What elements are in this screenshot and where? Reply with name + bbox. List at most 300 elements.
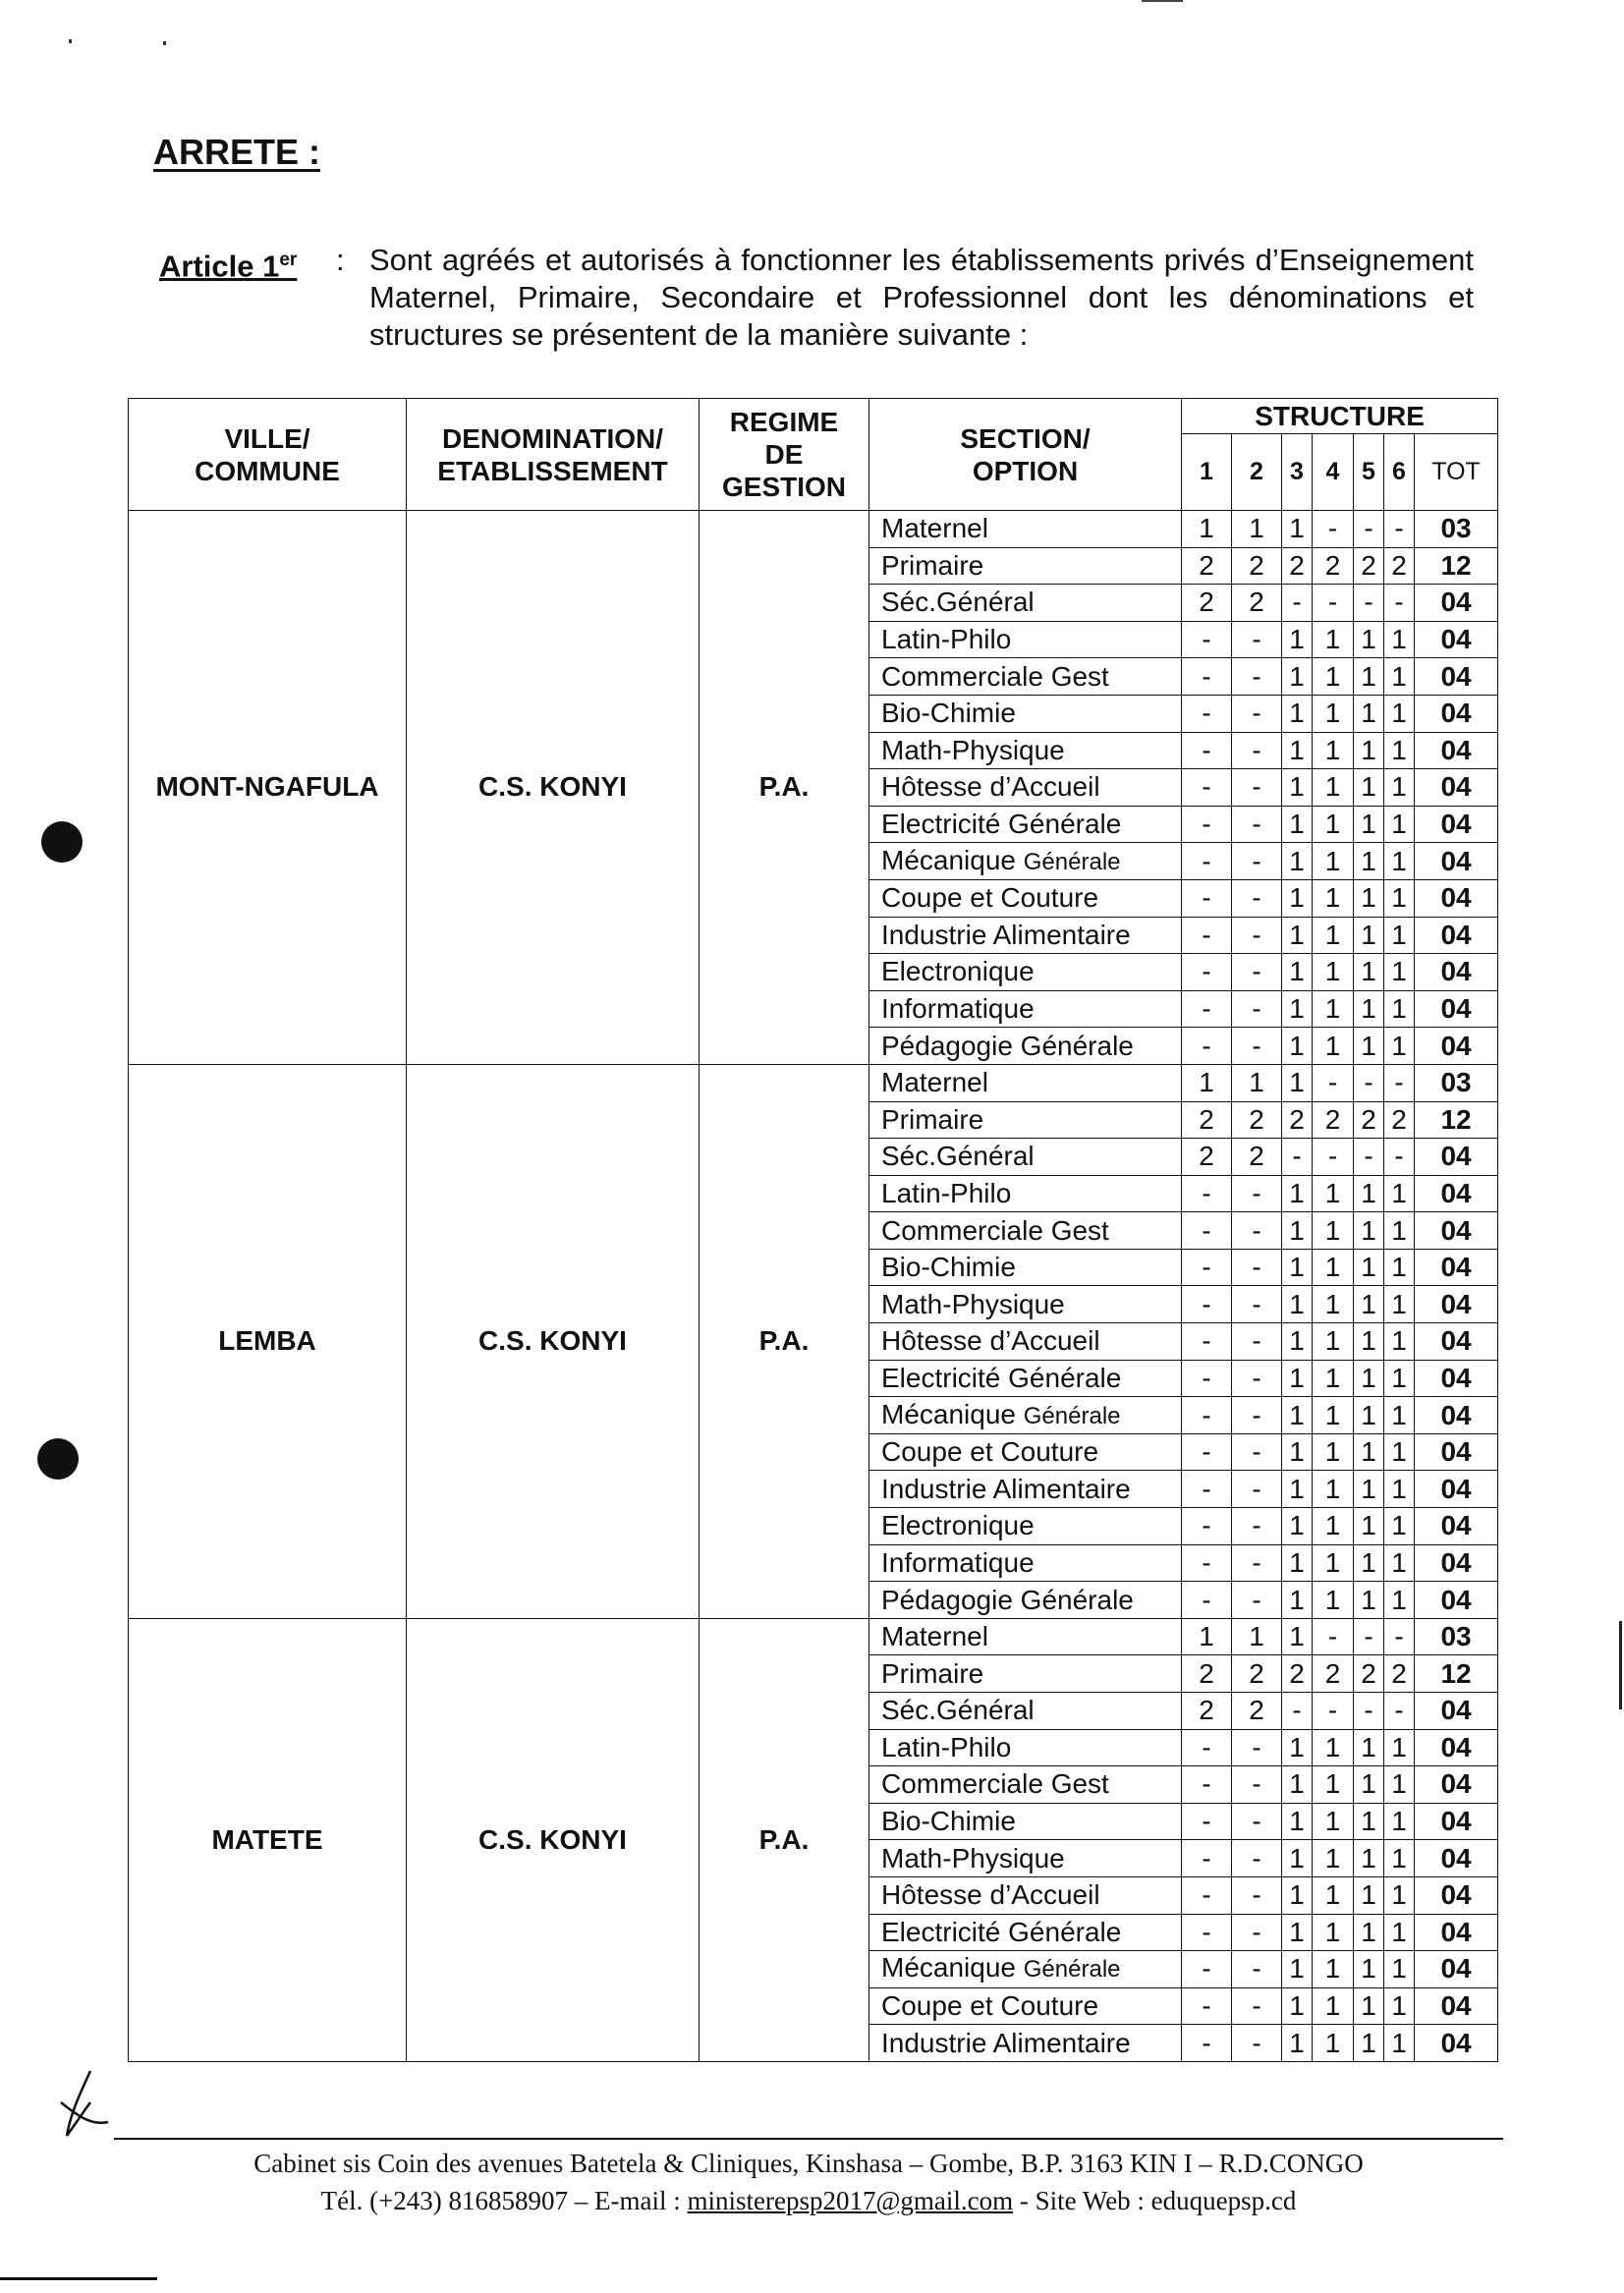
year-3-cell: 1 [1282, 1397, 1313, 1434]
section-cell [869, 658, 1182, 696]
year-3-cell: 1 [1282, 879, 1313, 917]
section-cell [869, 1951, 1182, 1988]
section-name: Maternel [881, 1067, 988, 1098]
year-4-cell: - [1313, 1139, 1354, 1176]
year-1-cell: - [1182, 1360, 1232, 1397]
year-1-cell: - [1182, 1028, 1232, 1065]
total-cell: 03 [1415, 1618, 1498, 1655]
section-cell [869, 1508, 1182, 1545]
year-3-cell: 1 [1282, 1544, 1313, 1582]
year-3-cell: 2 [1282, 1101, 1313, 1139]
year-3-cell: 1 [1282, 1914, 1313, 1951]
year-6-cell: 1 [1384, 1987, 1415, 2025]
scan-mark-top [1142, 0, 1183, 2]
regime-cell: P.A. [700, 511, 869, 1065]
year-2-cell: - [1232, 1803, 1282, 1840]
year-5-cell: 1 [1354, 1951, 1384, 1988]
year-3-cell: 1 [1282, 1803, 1313, 1840]
year-2-cell: - [1232, 990, 1282, 1028]
section-name: Industrie Alimentaire [881, 1473, 1131, 1504]
year-2-cell: - [1232, 732, 1282, 769]
section-name: Maternel [881, 513, 988, 544]
year-2-cell: - [1232, 917, 1282, 954]
section-cell [869, 1101, 1182, 1139]
year-6-cell: 1 [1384, 1914, 1415, 1951]
year-1-cell: - [1182, 990, 1232, 1028]
year-2-cell: - [1232, 1544, 1282, 1582]
year-4-cell: 1 [1313, 2025, 1354, 2062]
year-4-cell: 1 [1313, 1803, 1354, 1840]
section-cell [869, 1286, 1182, 1323]
year-1-cell: - [1182, 917, 1232, 954]
year-6-cell: - [1384, 1139, 1415, 1176]
year-4-cell: - [1313, 585, 1354, 622]
year-1-cell: - [1182, 1397, 1232, 1434]
year-2-cell: 1 [1232, 1618, 1282, 1655]
year-1-cell: - [1182, 2025, 1232, 2062]
year-6-cell: - [1384, 1064, 1415, 1101]
year-6-cell: 1 [1384, 2025, 1415, 2062]
section-name: Coupe et Couture [881, 1990, 1099, 2022]
year-4-cell: 1 [1313, 1212, 1354, 1250]
year-5-cell: - [1354, 1064, 1384, 1101]
year-3-cell: 1 [1282, 1951, 1313, 1988]
year-2-cell: 1 [1232, 1064, 1282, 1101]
section-cell [869, 1655, 1182, 1693]
footer-site: - Site Web : eduquepsp.cd [1013, 2186, 1297, 2215]
year-1-cell: 2 [1182, 1693, 1232, 1730]
year-1-cell: - [1182, 695, 1232, 732]
year-4-cell: 1 [1313, 1397, 1354, 1434]
section-cell [869, 1729, 1182, 1766]
year-6-cell: - [1384, 511, 1415, 548]
year-1-cell: - [1182, 1508, 1232, 1545]
year-2-cell: - [1232, 769, 1282, 807]
year-2-cell: - [1232, 1729, 1282, 1766]
year-6-cell: 1 [1384, 879, 1415, 917]
year-2-cell: - [1232, 1028, 1282, 1065]
footer [114, 2145, 1503, 2219]
year-1-cell: - [1182, 1249, 1232, 1286]
section-cell [869, 621, 1182, 658]
year-2-cell: 2 [1232, 547, 1282, 585]
year-6-cell: 1 [1384, 843, 1415, 880]
total-cell: 12 [1415, 547, 1498, 585]
section-cell [869, 1323, 1182, 1361]
year-3-cell: 1 [1282, 1987, 1313, 2025]
year-4-cell: 1 [1313, 1544, 1354, 1582]
total-cell: 04 [1415, 1397, 1498, 1434]
section-cell [869, 1360, 1182, 1397]
year-5-cell: 1 [1354, 1433, 1384, 1471]
section-name: Mécanique [881, 1952, 1016, 1984]
year-3-cell: 1 [1282, 1175, 1313, 1212]
table-body [129, 511, 1498, 2062]
year-5-cell: 1 [1354, 1582, 1384, 1619]
year-1-cell: - [1182, 1987, 1232, 2025]
total-cell: 04 [1415, 1471, 1498, 1508]
total-cell: 04 [1415, 1729, 1498, 1766]
year-3-cell: 1 [1282, 695, 1313, 732]
section-cell [869, 695, 1182, 732]
header-ville: VILLE/ COMMUNE [129, 399, 407, 511]
table-row [129, 1618, 1498, 1655]
year-2-cell: - [1232, 879, 1282, 917]
section-cell [869, 1766, 1182, 1804]
year-6-cell: 1 [1384, 1433, 1415, 1471]
year-5-cell: 1 [1354, 1914, 1384, 1951]
year-4-cell: - [1313, 1064, 1354, 1101]
year-6-cell: 1 [1384, 917, 1415, 954]
year-3-cell: 1 [1282, 1471, 1313, 1508]
year-6-cell: 1 [1384, 1471, 1415, 1508]
article-text: Sont agréés et autorisés à fonctionner les établissements privés d’Enseignement Maternel, Primaire, Secondaire et Professionnel dont les dénominations et structures se présentent de la manière suivante : [369, 243, 1474, 352]
year-1-cell: 1 [1182, 1064, 1232, 1101]
year-5-cell: 2 [1354, 1101, 1384, 1139]
document-heading: ARRETE : [153, 132, 320, 172]
year-2-cell: - [1232, 954, 1282, 991]
table-row [129, 511, 1498, 548]
year-2-cell: - [1232, 1766, 1282, 1804]
year-2-cell: - [1232, 1212, 1282, 1250]
section-name: Bio-Chimie [881, 698, 1016, 729]
total-cell: 04 [1415, 1766, 1498, 1804]
section-cell [869, 1028, 1182, 1065]
section-cell [869, 1433, 1182, 1471]
year-3-cell: 1 [1282, 732, 1313, 769]
total-cell: 04 [1415, 1323, 1498, 1361]
section-cell [869, 879, 1182, 917]
year-5-cell: - [1354, 1618, 1384, 1655]
total-cell: 04 [1415, 1175, 1498, 1212]
year-2-cell: 2 [1232, 1101, 1282, 1139]
year-6-cell: 1 [1384, 1360, 1415, 1397]
punch-hole [37, 1438, 79, 1480]
year-6-cell: 1 [1384, 1840, 1415, 1877]
year-6-cell: 1 [1384, 1766, 1415, 1804]
year-2-cell: - [1232, 1951, 1282, 1988]
year-3-cell: 1 [1282, 1840, 1313, 1877]
year-1-cell: - [1182, 1840, 1232, 1877]
footer-rule [114, 2138, 1503, 2140]
total-cell: 04 [1415, 917, 1498, 954]
year-5-cell: - [1354, 585, 1384, 622]
section-name-qualifier: Générale [1023, 1956, 1121, 1984]
establishments-table [128, 398, 1498, 2062]
year-4-cell: 1 [1313, 769, 1354, 807]
section-cell [869, 1840, 1182, 1877]
year-2-cell: 2 [1232, 1655, 1282, 1693]
section-name: Coupe et Couture [881, 1436, 1099, 1468]
section-name: Industrie Alimentaire [881, 2027, 1131, 2058]
year-2-cell: - [1232, 658, 1282, 696]
year-3-cell: 1 [1282, 954, 1313, 991]
section-name: Electronique [881, 1510, 1035, 1541]
section-name: Primaire [881, 1103, 984, 1135]
header-denomination: DENOMINATION/ ETABLISSEMENT [407, 399, 700, 511]
footer-tel: Tél. (+243) 816858907 – E-mail : [320, 2186, 688, 2215]
total-cell: 04 [1415, 732, 1498, 769]
year-1-cell: - [1182, 769, 1232, 807]
year-4-cell: 1 [1313, 1433, 1354, 1471]
year-5-cell: 1 [1354, 1803, 1384, 1840]
total-cell: 04 [1415, 806, 1498, 843]
year-2-cell: 2 [1232, 1139, 1282, 1176]
year-1-cell: - [1182, 1544, 1232, 1582]
year-4-cell: 1 [1313, 1471, 1354, 1508]
year-3-cell: 1 [1282, 990, 1313, 1028]
year-5-cell: - [1354, 1139, 1384, 1176]
year-2-cell: - [1232, 1840, 1282, 1877]
section-cell [869, 1693, 1182, 1730]
year-1-cell: - [1182, 1471, 1232, 1508]
section-name: Primaire [881, 1657, 984, 1689]
section-name: Pédagogie Générale [881, 1584, 1134, 1615]
regime-cell: P.A. [700, 1618, 869, 2061]
total-cell: 04 [1415, 1582, 1498, 1619]
year-4-cell: 2 [1313, 1101, 1354, 1139]
year-4-cell: - [1313, 511, 1354, 548]
year-5-cell: 1 [1354, 1397, 1384, 1434]
section-cell [869, 1544, 1182, 1582]
total-cell: 04 [1415, 1951, 1498, 1988]
year-4-cell: 1 [1313, 806, 1354, 843]
year-6-cell: 1 [1384, 1876, 1415, 1914]
year-5-cell: 1 [1354, 1360, 1384, 1397]
year-6-cell: 1 [1384, 695, 1415, 732]
scan-edge-mark [1619, 1621, 1622, 1709]
year-5-cell: 1 [1354, 917, 1384, 954]
year-6-cell: 1 [1384, 954, 1415, 991]
year-3-cell: 1 [1282, 1360, 1313, 1397]
year-3-cell: 1 [1282, 2025, 1313, 2062]
year-1-cell: - [1182, 658, 1232, 696]
year-4-cell: 1 [1313, 1582, 1354, 1619]
section-name: Hôtesse d’Accueil [881, 1879, 1100, 1911]
etablissement-cell: C.S. KONYI [407, 1618, 700, 2061]
total-cell: 04 [1415, 1249, 1498, 1286]
year-5-cell: 1 [1354, 695, 1384, 732]
year-1-cell: - [1182, 1286, 1232, 1323]
year-6-cell: 1 [1384, 1397, 1415, 1434]
year-1-cell: - [1182, 1433, 1232, 1471]
section-name: Electricité Générale [881, 809, 1122, 840]
year-5-cell: 1 [1354, 1249, 1384, 1286]
section-cell [869, 511, 1182, 548]
year-6-cell: 1 [1384, 1544, 1415, 1582]
year-2-cell: 2 [1232, 585, 1282, 622]
year-5-cell: 1 [1354, 1471, 1384, 1508]
year-6-cell: 1 [1384, 1323, 1415, 1361]
year-2-cell: - [1232, 695, 1282, 732]
total-cell: 12 [1415, 1101, 1498, 1139]
section-cell [869, 1914, 1182, 1951]
year-4-cell: 1 [1313, 1249, 1354, 1286]
year-4-cell: 1 [1313, 1951, 1354, 1988]
commune-cell: LEMBA [129, 1064, 407, 1618]
total-cell: 04 [1415, 695, 1498, 732]
year-3-cell: 1 [1282, 1286, 1313, 1323]
punch-hole [41, 821, 83, 863]
year-2-cell: - [1232, 1249, 1282, 1286]
year-2-cell: - [1232, 1323, 1282, 1361]
section-name: Maternel [881, 1621, 988, 1652]
year-2-cell: - [1232, 1508, 1282, 1545]
section-name: Pédagogie Générale [881, 1030, 1134, 1061]
year-4-cell: 1 [1313, 1360, 1354, 1397]
year-5-cell: 1 [1354, 1286, 1384, 1323]
section-name: Primaire [881, 549, 984, 581]
year-5-cell: 2 [1354, 547, 1384, 585]
year-5-cell: 1 [1354, 1544, 1384, 1582]
year-3-cell: 1 [1282, 917, 1313, 954]
section-cell [869, 1471, 1182, 1508]
year-5-cell: 1 [1354, 769, 1384, 807]
year-2-cell: 2 [1232, 1693, 1282, 1730]
year-2-cell: - [1232, 806, 1282, 843]
year-5-cell: 1 [1354, 1987, 1384, 2025]
section-name: Math-Physique [881, 1288, 1065, 1319]
year-4-cell: 1 [1313, 1987, 1354, 2025]
year-3-cell: 1 [1282, 1433, 1313, 1471]
section-name: Bio-Chimie [881, 1252, 1016, 1283]
section-cell [869, 843, 1182, 880]
signature-initial [51, 2063, 120, 2142]
section-cell [869, 732, 1182, 769]
year-5-cell: - [1354, 511, 1384, 548]
year-5-cell: 1 [1354, 806, 1384, 843]
etablissement-cell: C.S. KONYI [407, 511, 700, 1065]
section-name: Hôtesse d’Accueil [881, 771, 1100, 803]
year-1-cell: - [1182, 1914, 1232, 1951]
year-6-cell: - [1384, 585, 1415, 622]
year-4-cell: 1 [1313, 621, 1354, 658]
section-cell [869, 585, 1182, 622]
section-name: Latin-Philo [881, 1177, 1012, 1208]
year-5-cell: 1 [1354, 843, 1384, 880]
year-3-cell: 1 [1282, 621, 1313, 658]
header-year-3: 3 [1282, 434, 1313, 511]
year-5-cell: 1 [1354, 621, 1384, 658]
year-6-cell: 2 [1384, 1101, 1415, 1139]
section-name: Séc.Général [881, 1695, 1035, 1726]
section-name: Electricité Générale [881, 1362, 1122, 1393]
year-3-cell: 1 [1282, 1582, 1313, 1619]
header-year-1: 1 [1182, 434, 1232, 511]
etablissement-cell: C.S. KONYI [407, 1064, 700, 1618]
year-2-cell: - [1232, 621, 1282, 658]
year-6-cell: 1 [1384, 1028, 1415, 1065]
year-3-cell: - [1282, 585, 1313, 622]
header-structure: STRUCTURE [1182, 399, 1498, 434]
year-2-cell: - [1232, 1397, 1282, 1434]
year-3-cell: 1 [1282, 1212, 1313, 1250]
scan-bottom-rule [0, 2277, 157, 2280]
section-name-qualifier: Générale [1023, 1402, 1121, 1429]
year-2-cell: - [1232, 1914, 1282, 1951]
year-2-cell: - [1232, 1471, 1282, 1508]
footer-email-link[interactable]: ministerepsp2017@gmail.com [687, 2186, 1014, 2215]
year-6-cell: 1 [1384, 1582, 1415, 1619]
year-4-cell: 1 [1313, 695, 1354, 732]
year-1-cell: - [1182, 1766, 1232, 1804]
year-5-cell: 1 [1354, 1028, 1384, 1065]
section-cell [869, 1249, 1182, 1286]
section-cell [869, 1064, 1182, 1101]
year-6-cell: 1 [1384, 621, 1415, 658]
section-name: Math-Physique [881, 734, 1065, 765]
year-6-cell: 1 [1384, 1249, 1415, 1286]
section-name-qualifier: Générale [1023, 848, 1121, 875]
year-5-cell: 1 [1354, 1876, 1384, 1914]
article-label-sup: er [279, 250, 298, 270]
total-cell: 04 [1415, 1876, 1498, 1914]
year-4-cell: 2 [1313, 1655, 1354, 1693]
year-1-cell: - [1182, 1323, 1232, 1361]
year-1-cell: - [1182, 1212, 1232, 1250]
year-3-cell: 1 [1282, 1729, 1313, 1766]
year-5-cell: 1 [1354, 732, 1384, 769]
year-2-cell: - [1232, 1582, 1282, 1619]
section-name: Commerciale Gest [881, 1768, 1109, 1800]
header-regime: REGIME DE GESTION [700, 399, 869, 511]
total-cell: 04 [1415, 769, 1498, 807]
year-1-cell: 2 [1182, 1101, 1232, 1139]
total-cell: 04 [1415, 1028, 1498, 1065]
header-year-5: 5 [1354, 434, 1384, 511]
year-2-cell: - [1232, 2025, 1282, 2062]
year-3-cell: 1 [1282, 769, 1313, 807]
year-4-cell: 1 [1313, 1286, 1354, 1323]
year-5-cell: 1 [1354, 1175, 1384, 1212]
section-cell [869, 954, 1182, 991]
year-6-cell: 1 [1384, 1729, 1415, 1766]
total-cell: 04 [1415, 843, 1498, 880]
year-3-cell: 1 [1282, 1028, 1313, 1065]
year-1-cell: - [1182, 1729, 1232, 1766]
year-1-cell: 2 [1182, 547, 1232, 585]
year-3-cell: 1 [1282, 1323, 1313, 1361]
section-name: Séc.Général [881, 1141, 1035, 1172]
year-1-cell: - [1182, 1876, 1232, 1914]
year-2-cell: - [1232, 1360, 1282, 1397]
section-name: Informatique [881, 1546, 1035, 1578]
year-5-cell: 1 [1354, 1323, 1384, 1361]
year-5-cell: 1 [1354, 879, 1384, 917]
year-4-cell: 1 [1313, 1729, 1354, 1766]
header-tot: TOT [1415, 434, 1498, 511]
total-cell: 04 [1415, 1433, 1498, 1471]
year-5-cell: 1 [1354, 1212, 1384, 1250]
section-name: Commerciale Gest [881, 1214, 1109, 1246]
total-cell: 12 [1415, 1655, 1498, 1693]
total-cell: 03 [1415, 1064, 1498, 1101]
year-5-cell: 1 [1354, 658, 1384, 696]
year-6-cell: 1 [1384, 1803, 1415, 1840]
section-name: Math-Physique [881, 1842, 1065, 1874]
article-colon: : [336, 243, 345, 277]
scan-speck [163, 41, 166, 45]
year-5-cell: 1 [1354, 1508, 1384, 1545]
section-name: Latin-Philo [881, 1731, 1012, 1762]
year-5-cell: 1 [1354, 1840, 1384, 1877]
year-6-cell: 1 [1384, 732, 1415, 769]
total-cell: 04 [1415, 1508, 1498, 1545]
year-5-cell: 1 [1354, 1766, 1384, 1804]
year-1-cell: - [1182, 1175, 1232, 1212]
year-1-cell: 2 [1182, 1139, 1232, 1176]
year-4-cell: 1 [1313, 1508, 1354, 1545]
